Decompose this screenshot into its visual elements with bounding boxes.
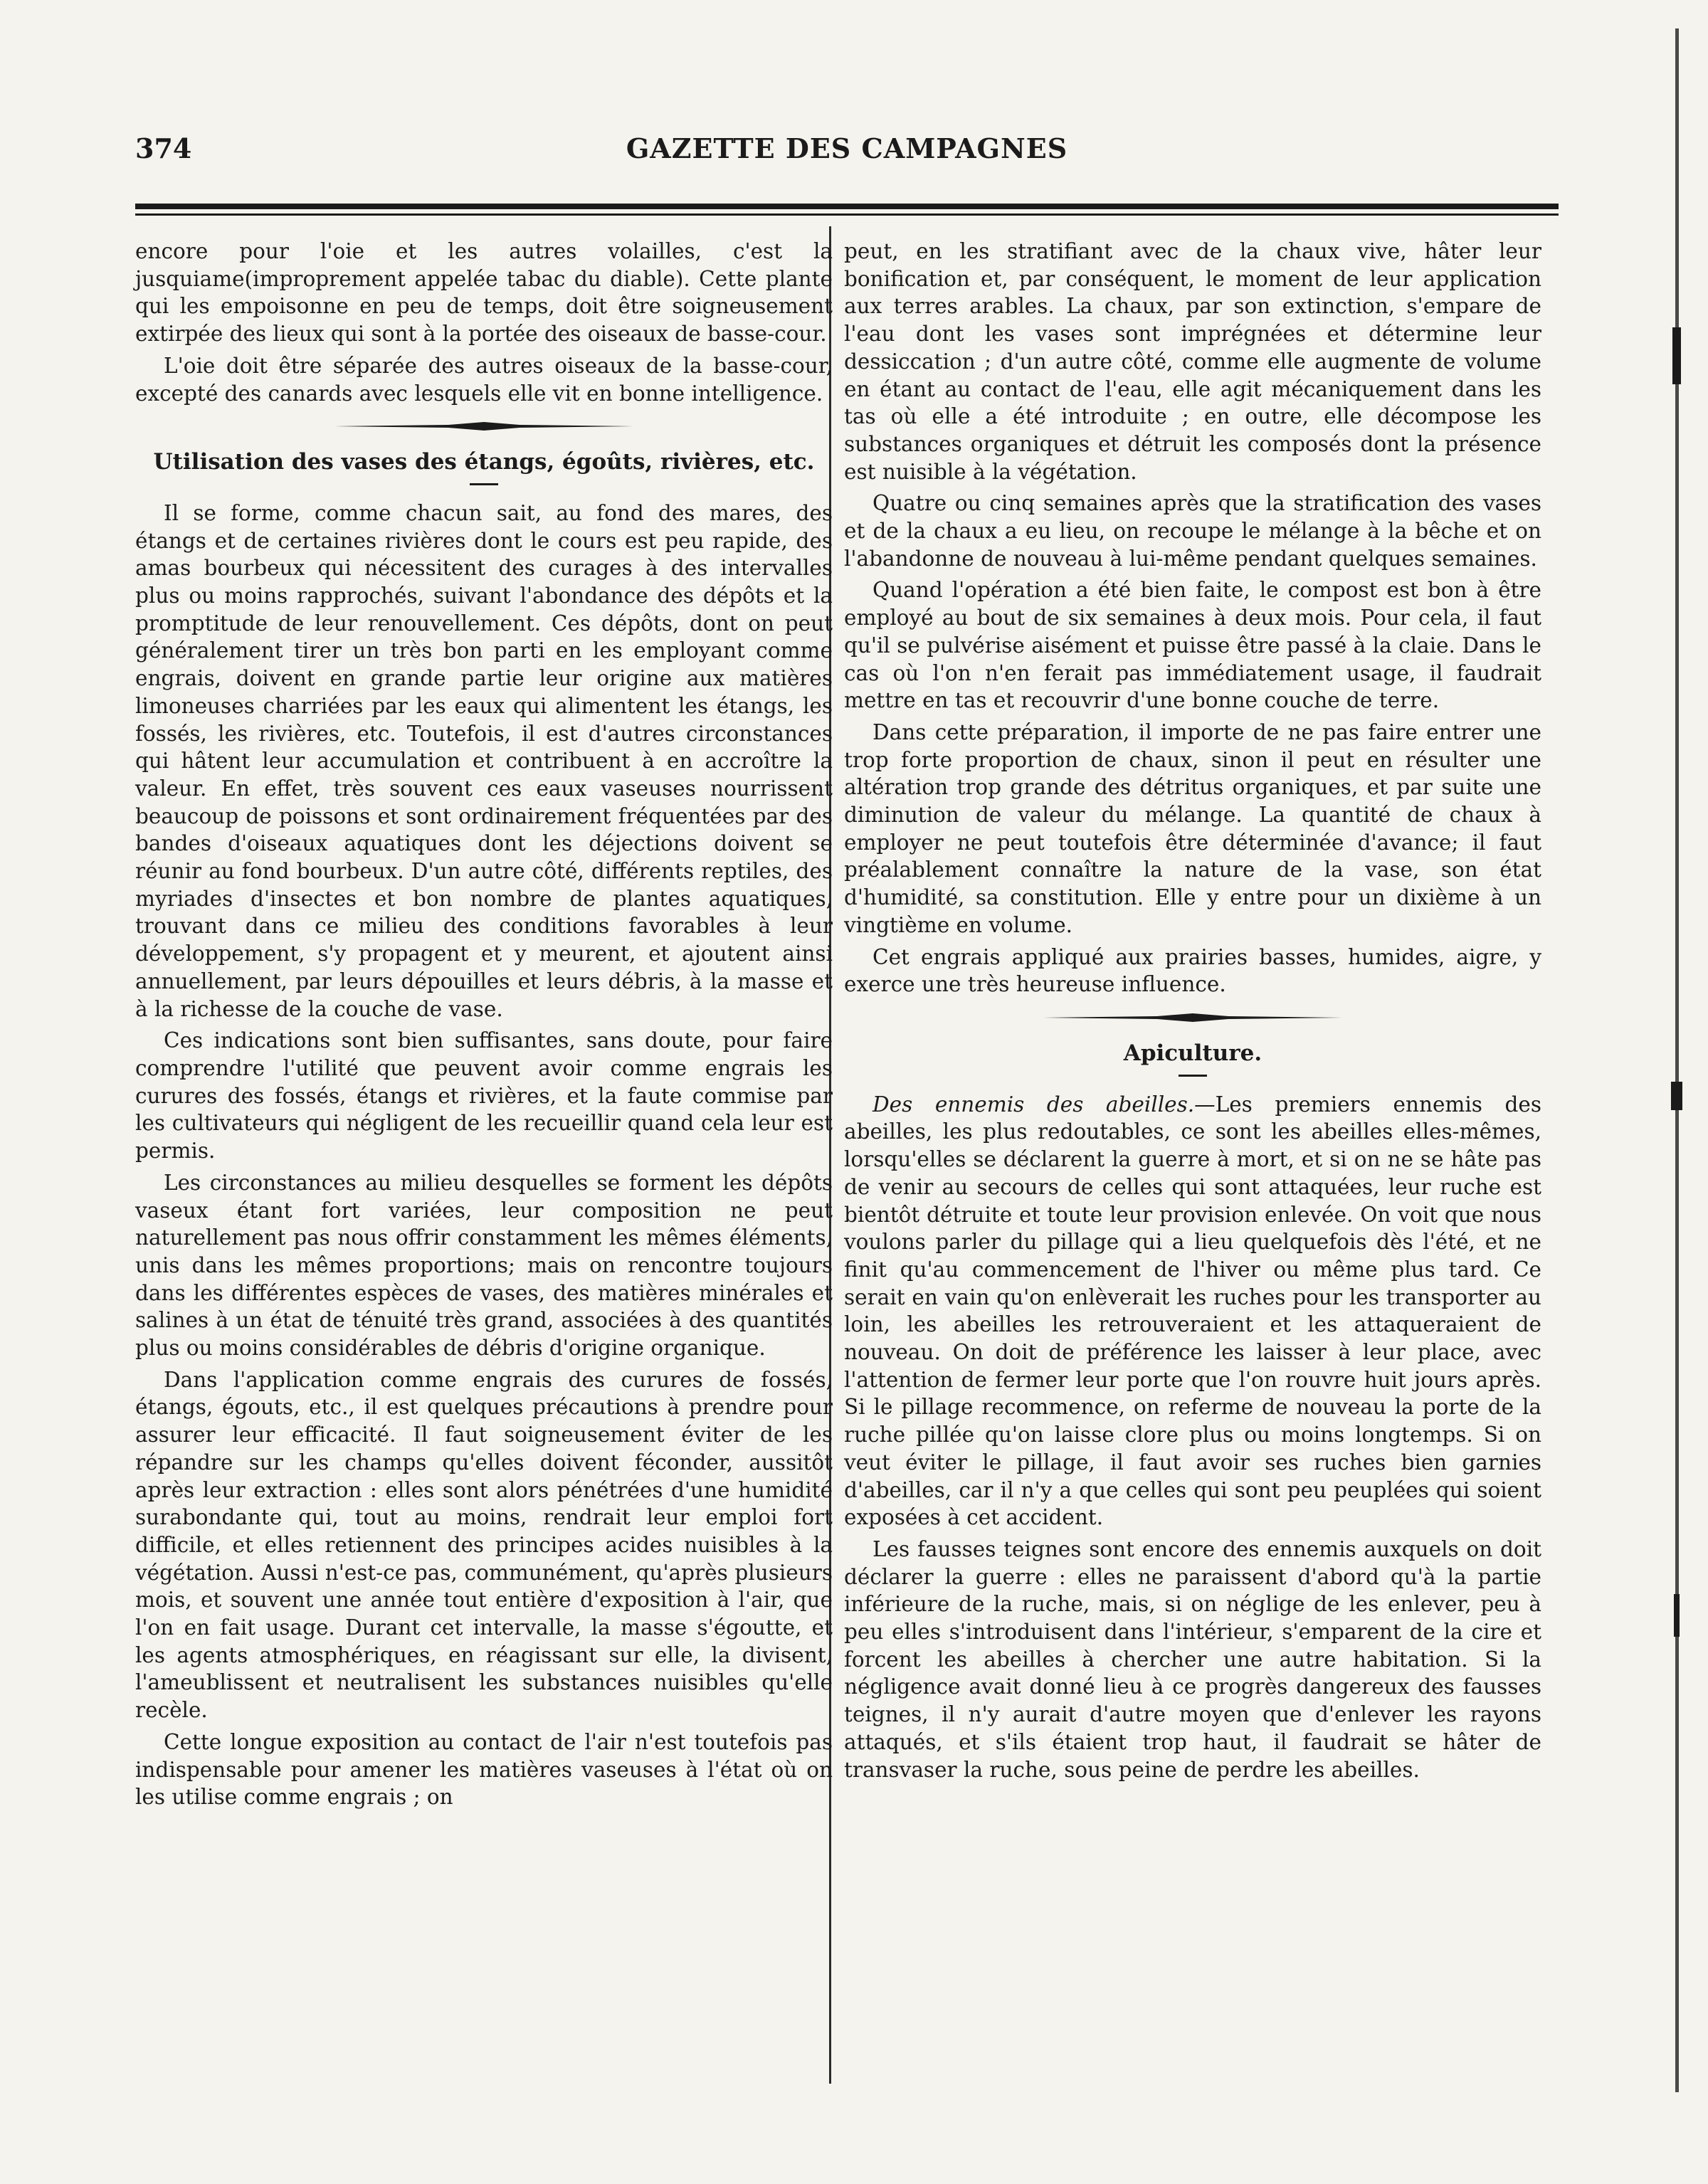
apiculture-text: —Les premiers ennemis des abeilles, les plus redoutables, ce sont les abeilles elles-mêmes, lorsqu'elles se déclarent la guerre à mort, et si on ne se hâte pas de venir au secours de celles qui sont attaquées, leur ruche est bientôt détruite et toute leur provision enlevée. On voit que nous voulons parler du pillage qui a lieu quelquefois dès l'été, et ne finit qu'au commencement de l'hiver ou même plus tard. Ce serait en vain qu'on enlèverait les ruches pour les transporter au loin, les abeilles les retrouveraient et les attaqueraient de nouveau. On doit de préférence les laisser à leur place, avec l'attention de fermer leur porte que l'on rouvre huit jours après. Si le pillage recommence, on referme de nouveau la porte de la ruche pillée qu'on laisse clore plus ou moins longtemps. Si on veut éviter le pillage, il faut avoir ses ruches bien garnies d'abeilles, car il n'y a que celles qui sont peu peuplées qui soient exposées à cet accident. <box>844 1092 1541 1530</box>
intro-paragraph: L'oie doit être séparée des autres oiseaux de la basse-cour, excepté des canards avec lesquels elle vit en bonne intelligence. <box>135 353 833 406</box>
apiculture-paragraph <box>844 1091 1541 1531</box>
section-ornament-rule <box>334 421 633 431</box>
body-paragraph: Cet engrais appliqué aux prairies basses, humides, aigre, y exerce une très heureuse influence. <box>844 944 1541 997</box>
body-paragraph: Il se forme, comme chacun sait, au fond des mares, des étangs et de certaines rivières dont le cours est peu rapide, des amas bourbeux qui nécessitent des curages à des intervalles plus ou moins rapprochés, suivant l'abondance des dépôts et la promptitude de leur renouvellement. Ces dépôts, dont on peut généralement tirer un très bon parti en les employant comme engrais, doivent en grande partie leur origine aux matières limoneuses charriées par les eaux qui alimentent les étangs, les fossés, les rivières, etc. Toutefois, il est d'autres circonstances qui hâtent leur accumulation et contribuent à en accroître la valeur. En effet, très souvent ces eaux vaseuses nourrissent beaucoup de poissons et sont ordinairement fréquentées par des bandes d'oiseaux aquatiques dont les déjections doivent se réunir au fond bourbeux. D'un autre côté, différents reptiles, des myriades d'insectes et bon nombre de plantes aquatiques, trouvant dans ce milieu des conditions favorables à leur développement, s'y propagent et y meurent, et ajoutent ainsi annuellement, par leurs dépouilles et leurs débris, à la masse et à la richesse de la couche de vase. <box>135 500 833 1021</box>
intro-paragraph: encore pour l'oie et les autres volailles, c'est la jusquiame(improprement appelée tabac du diable). Cette plante qui les empoisonne en peu de temps, doit être soigneusement extirpée des lieux qui sont à la portée des oiseaux de basse-cour. <box>135 239 833 347</box>
header-rule-thick <box>135 204 1559 209</box>
body-paragraph: Cette longue exposition au contact de l'air n'est toutefois pas indispensable pour amener les matières vaseuses à l'état où on les utilise comme engrais ; on <box>135 1729 833 1810</box>
section-title-vases: Utilisation des vases des étangs, égoûts, rivières, etc. <box>153 449 815 475</box>
body-paragraph: Ces indications sont bien suffisantes, sans doute, pour faire comprendre l'utilité que peuvent avoir comme engrais les curures des fossés, étangs et rivières, et la faute commise par les cultivateurs qui négligent de les recueillir quand cela leur est permis. <box>135 1028 833 1164</box>
body-paragraph: Dans cette préparation, il importe de ne pas faire entrer une trop forte proportion de chaux, sinon il peut en résulter une altération trop grande des détritus organiques, et par suite une diminution de valeur du mélange. La quantité de chaux à employer ne peut toutefois être déterminée d'avance; il faut préalablement connaître la nature de la vase, son état d'humidité, sa constitution. Elle y entre pour un dixième à un vingtième en volume. <box>844 719 1541 937</box>
left-column <box>135 238 833 1815</box>
body-paragraph: Quatre ou cinq semaines après que la stratification des vases et de la chaux a eu lieu, on recoupe le mélange à la bêche et on l'abandonne de nouveau à lui-même pendant quelques semaines. <box>844 491 1541 571</box>
section-ornament-rule <box>1043 1013 1342 1023</box>
body-paragraph: Quand l'opération a été bien faite, le compost est bon à être employé au bout de six semaines à deux mois. Pour cela, il faut qu'il se pulvérise aisément et puisse être passé à la claie. Dans le cas où l'on n'en ferait pas immédiatement usage, il faudrait mettre en tas et recouvrir d'une bonne couche de terre. <box>844 578 1541 713</box>
section-title-apiculture: Apiculture. <box>1123 1040 1262 1066</box>
apiculture-lead: Des ennemis des abeilles. <box>873 1092 1195 1117</box>
title-dash <box>1179 1075 1207 1077</box>
apiculture-paragraph: Les fausses teignes sont encore des ennemis auxquels on doit déclarer la guerre : elles ne paraissent d'abord qu'à la partie inférieure de la ruche, mais, si on néglige de les enlever, peu à peu elles s'introduisent dans l'intérieur, s'emparent de la cire et forcent les abeilles à chercher une autre habitation. Si la négligence avait donné lieu à ce progrès dangereux des fausses teignes, il n'y aurait d'autre moyen que d'enlever les rayons attaqués, et s'ils étaient trop haut, il faudrait se hâter de transvaser la ruche, sous peine de perdre les abeilles. <box>844 1536 1541 1782</box>
scan-edge-artifact <box>1662 28 1691 2092</box>
page-header <box>135 132 1559 175</box>
right-column <box>844 238 1541 1788</box>
body-paragraph: Les circonstances au milieu desquelles se forment les dépôts vaseux étant fort variées, leur composition ne peut naturellement pas nous offrir constamment les mêmes éléments, unis dans les mêmes proportions; mais on rencontre toujours dans les différentes espèces de vases, des matières minérales et salines à un état de ténuité très grand, associées à des quantités plus ou moins considérables de débris d'origine organique. <box>135 1170 833 1361</box>
page-number: 374 <box>135 132 192 164</box>
title-dash <box>470 483 498 485</box>
body-paragraph: Dans l'application comme engrais des curures de fossés, étangs, égouts, etc., il est quelques précautions à prendre pour assurer leur efficacité. Il faut soigneusement éviter de les répandre sur les champs qu'elles doivent féconder, aussitôt après leur extraction : elles sont alors pénétrées d'une humidité surabondante qui, tout au moins, rendrait leur emploi fort difficile, et elles retiennent des principes acides nuisibles à la végétation. Aussi n'est-ce pas, communément, qu'après plusieurs mois, et souvent une année tout entière d'exposition à l'air, que l'on en fait usage. Durant cet intervalle, la masse s'égoutte, et les agents atmosphériques, en réagissant sur elle, la divisent, l'ameublissent et neutralisent les substances nuisibles qu'elle recèle. <box>135 1367 833 1723</box>
body-paragraph: peut, en les stratifiant avec de la chaux vive, hâter leur bonification et, par conséquent, le moment de leur application aux terres arables. La chaux, par son extinction, s'empare de l'eau dont les vases sont imprégnées et détermine leur dessiccation ; d'un autre côté, comme elle augmente de volume en étant au contact de l'eau, elle agit mécaniquement dans les tas où elle a été introduite ; en outre, elle décompose les substances organiques et détruit les composés dont la présence est nuisible à la végétation. <box>844 239 1541 484</box>
header-rule-thin <box>135 213 1559 216</box>
journal-title: GAZETTE DES CAMPAGNES <box>626 132 1068 164</box>
